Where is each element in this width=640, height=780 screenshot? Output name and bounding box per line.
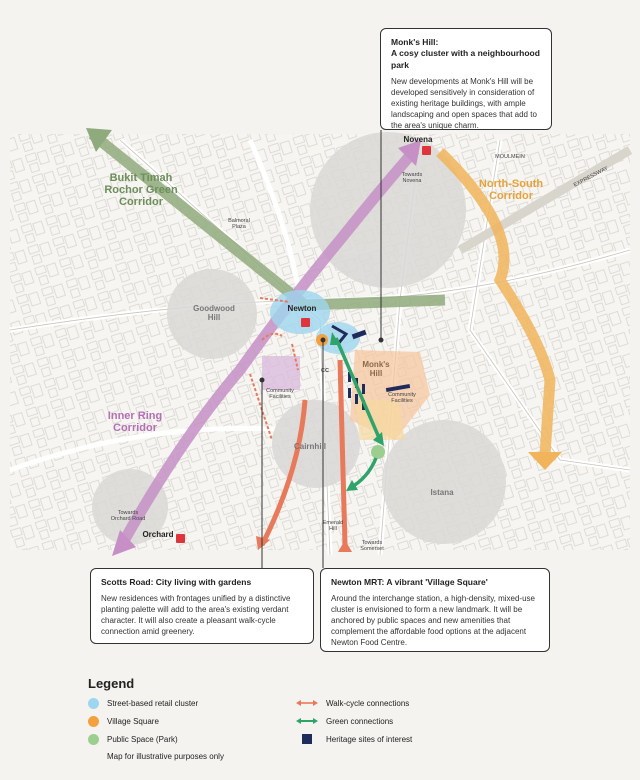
legend-illustrative-label: Map for illustrative purposes only	[107, 752, 224, 761]
legend-item-heritage	[302, 734, 412, 744]
park-swatch-icon	[88, 734, 99, 745]
callout-monks-hill	[380, 28, 552, 130]
hill-label-goodwood: Goodwood Hill	[193, 304, 235, 322]
inner-ring-corridor-label: Inner Ring Corridor	[107, 410, 163, 434]
station-label-newton: Newton	[287, 304, 317, 313]
legend-park-label: Public Space (Park)	[107, 735, 178, 744]
place-towards-orchard: Towards Orchard Road	[110, 510, 146, 522]
legend-retail-label: Street-based retail cluster	[107, 699, 199, 708]
callout-newton-mrt-body: Around the interchange station, a high-density, mixed-use cluster is envisioned to form a new landmark. It will be anchored by public spaces and new amenities that complement the affordable food options at the adjacent Newton Food Centre.	[331, 594, 535, 647]
callout-scotts-road	[90, 568, 314, 644]
north-south-corridor-label: North-South Corridor	[478, 178, 544, 202]
legend-village-label: Village Square	[107, 717, 159, 726]
place-expressway: EXPRESSWAY	[572, 165, 610, 189]
place-emerald: Emerald Hill	[322, 520, 344, 532]
legend-item-green	[296, 716, 393, 726]
retail-swatch-icon	[88, 698, 99, 709]
station-label-novena: Novena	[403, 135, 433, 144]
bukit-timah-corridor-label: Bukit Timah Rochor Green Corridor	[104, 172, 178, 208]
callout-monks-hill-title: Monk's Hill: A cosy cluster with a neighbourhood park	[391, 37, 540, 70]
legend-item-village	[88, 716, 159, 727]
legend-walk-cycle-label: Walk-cycle connections	[326, 698, 410, 708]
place-cc: CC	[321, 368, 329, 374]
place-balmoral: Balmoral Plaza	[228, 218, 250, 230]
hill-label-istana: Istana	[430, 488, 454, 497]
walk-cycle-arrow-icon	[296, 698, 318, 708]
hill-label-cairnhill: Cairnhill	[293, 442, 326, 451]
legend-heritage-label: Heritage sites of interest	[326, 734, 413, 744]
legend-green-label: Green connections	[326, 716, 394, 726]
legend	[88, 676, 608, 776]
heritage-swatch-icon	[302, 734, 312, 744]
callout-newton-mrt	[320, 568, 550, 652]
place-community-right: Community Facilities	[388, 392, 416, 404]
legend-item-walk-cycle	[296, 698, 409, 708]
village-swatch-icon	[88, 716, 99, 727]
callout-scotts-road-body: New residences with frontages unified by a distinctive planting palette will add to the area's existing verdant character. It will also create a pleasant walk-cycle connection amid greenery.	[101, 594, 291, 636]
hill-label-monks: Monk's Hill	[362, 360, 390, 378]
callout-scotts-road-title: Scotts Road: City living with gardens	[101, 577, 252, 587]
place-towards-novena: Towards Novena	[401, 172, 423, 184]
place-towards-somerset: Towards Somerset	[360, 540, 384, 552]
station-label-orchard: Orchard	[142, 530, 174, 539]
legend-item-park	[88, 734, 178, 745]
legend-item-retail	[88, 698, 198, 709]
place-moulmein: MOULMEIN	[495, 154, 525, 160]
callout-newton-mrt-title: Newton MRT: A vibrant 'Village Square'	[331, 577, 488, 587]
park-dot	[371, 445, 385, 459]
legend-item-illustrative	[107, 752, 224, 761]
green-connection-arrow-icon	[296, 716, 318, 726]
community-patch-left	[262, 356, 300, 390]
place-community-left: Community Facilities	[266, 388, 294, 400]
legend-title: Legend	[88, 676, 135, 691]
callout-monks-hill-body: New developments at Monk's Hill will be developed sensitively in consideration of existing heritage buildings, with ample landscaping and open spaces that add to the area's unique charm.	[391, 77, 537, 130]
